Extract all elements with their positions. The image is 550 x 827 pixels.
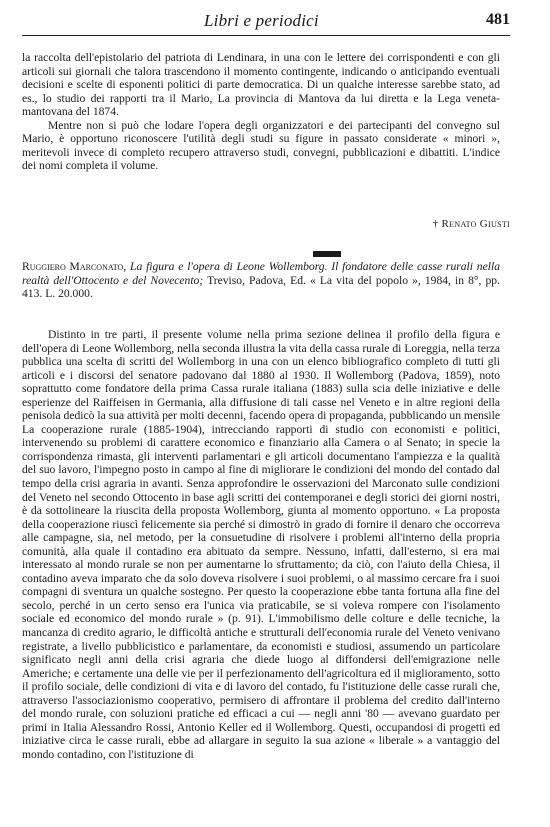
running-title: Libri e periodici: [204, 11, 319, 30]
cross-mark: †: [432, 218, 439, 230]
section-separator-mark: [313, 251, 341, 257]
bibliographic-entry: [22, 260, 500, 301]
paragraph: Mentre non si può che lodare l'opera degli organizzatori e dei partecipanti del convegno sul Mario, è opportuno riconoscere l'utilità degli studi su figure in passato considerate « minori », meritevoli invece di completo recupero attraverso studi, convegni, pubblicazioni e dibattiti. L'indice dei nomi completa il volume.: [22, 118, 500, 173]
header-rule: [22, 35, 510, 36]
paragraph: la raccolta dell'epistolario del patriota di Lendinara, in una con le lettere dei corrispondenti e con gli articoli sui giornali che talora trascendono il momento contingente, indicando o anticipando eventuali decisioni e scelte di esponenti politici di parte democratica. Di un qualche interesse sarebbe stato, ad es., lo studio dei rapporti tra il Mario, La provincia di Mantova da lui diretta e la Lega veneta-mantovana del 1874.: [22, 51, 500, 119]
book-title: La figura e l'opera di Leone Wollemborg. Il fondatore delle casse rurali nella realtà dell'Ottocento e del Novecento;: [22, 260, 500, 287]
page-header: [22, 8, 510, 38]
book-author: Ruggiero Marconato,: [22, 260, 127, 273]
book-publisher: Treviso, Padova, Ed. « La vita del popolo », 1984, in 8°, pp. 413. L. 20.000.: [22, 273, 500, 301]
page-number: 481: [486, 11, 510, 28]
reviewer-signature: [433, 218, 510, 230]
review-body: [22, 328, 500, 762]
paragraph: Distinto in tre parti, il presente volume nella prima sezione delinea il profilo della figura e dell'opera di Leone Wollemborg, nella seconda illustra la vita della cassa rurale di Loreggia, nella terza pubblica una scelta di scritti del Wollemborg in una con un elenco bibliografico completo di tutti gli articoli e i discorsi del senatore padovano dal 1880 al 1930. Il Wollemborg (Padova, 1859), noto soprattutto come fondatore della prima Cassa rurale italiana (1883) sulla scia delle iniziative e delle esperienze del Raiffeisen in Germania, alla diffusione di tali casse nel Veneto e in altre regioni della penisola dedicò la sua attività per molti decenni, facendo opera di propaganda, pubblicando un mensile La cooperazione rurale (1885-1904), intrecciando rapporti di studio con economisti e politici, intervenendo su problemi di carattere economico e finanziario alla Camera o al Senato; in specie la corrispondenza rimasta, gli interventi parlamentari e gli articoli documentano l'ampiezza e la qualità del suo lavoro, l'impegno posto in campo al fine di migliorare le condizioni del mondo del contado dal tempo della crisi agraria in avanti. Senza approfondire le osservazioni del Marconato sulle condizioni del Veneto nel secondo Ottocento in base agli scritti dei contemporanei e degli storici dei giorni nostri, è da sottolineare la riuscita della proposta Wollemborg, giunta al momento opportuno. « La proposta della cooperazione riuscì felicemente sia perché si dimostrò in grado di fornire il denaro che occorreva alle campagne, sia, nel metodo, per la consuetudine di risolvere i problemi all'interno della propria comunità, alla quale il contadino era abituato da sempre. Nessuno, infatti, dall'esterno, si era mai interessato al mondo rurale se non per aumentarne lo sfruttamento; da ciò, con l'aiuto della Chiesa, il contadino aveva imparato che da solo doveva risolvere i suoi problemi, o al massimo cercare fra i suoi compagni di sventura un qualche sostegno. Per questo la cooperazione ebbe tanta fortuna alla fine del secolo, perché in un certo senso era l'unica via praticabile, se si voleva rompere con l'isolamento sociale ed economico del mondo rurale » (p. 91). L'immobilismo delle colture e delle tecniche, la mancanza di credito agrario, le difficoltà antiche e strutturali dell'economia rurale del Veneto venivano registrate, a livello pubblicistico e parlamentare, da economisti e studiosi, assumendo un particolare significato negli anni della crisi agraria che diede luogo al diffondersi dell'emigrazione nelle Americhe; e certamente una delle vie per il perfezionamento dell'agricoltura ed il miglioramento, sotto il profilo sociale, delle condizioni di vita e di lavoro del contado, fu l'istituzione delle casse rurali che, attraverso l'associazionismo cooperativo, permisero di affrontare il problema del credito dall'interno del mondo rurale, con soluzioni pratiche ed efficaci a cui — negli anni '80 — avevano guardato per primi in Italia Alessandro Rossi, Antonio Keller ed il Wollemborg. Questi, occupandosi di progetti ed iniziative circa le casse rurali, ebbe ad allargare in seguito la sua azione « liberale » a vantaggio del mondo contadino, con l'istituzione di: [22, 328, 500, 761]
reviewer-name: Renato Giusti: [441, 218, 510, 230]
review-continuation: [22, 51, 500, 173]
